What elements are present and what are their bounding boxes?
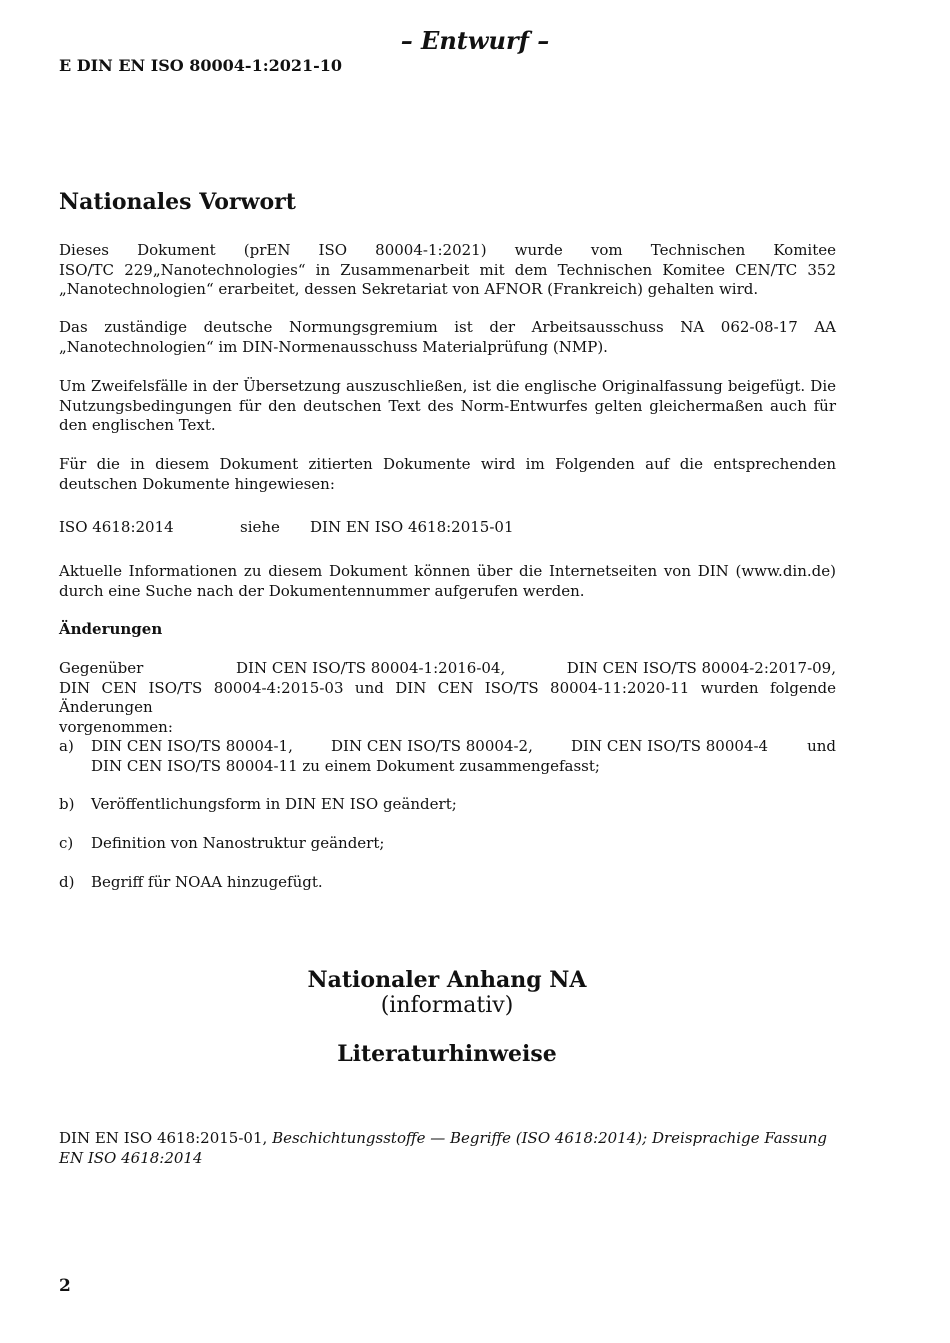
literature-ref-en: EN ISO 4618:2014 <box>59 1149 203 1167</box>
changes-intro-line-1 <box>59 659 836 679</box>
list-text: Definition von Nanostruktur geändert; <box>91 834 385 852</box>
document-id: E DIN EN ISO 80004-1:2021-10 <box>59 56 343 75</box>
reference-din: DIN EN ISO 4618:2015-01 <box>310 518 514 536</box>
list-label: a) <box>59 737 74 755</box>
list-item <box>59 737 836 777</box>
foreword-p1-line-1: Dieses Dokument (prEN ISO 80004-1:2021) wurde vom Technischen Komitee <box>59 241 836 259</box>
foreword-paragraph-3: Um Zweifelsfälle in der Übersetzung auszuschließen, ist die englische Originalfassung beigefügt. Die Nutzungsbedingungen für den deutschen Text des Norm-Entwurfes gelten gleichermaßen auch für den englischen Text. <box>59 377 836 434</box>
changes-title: Änderungen <box>59 620 163 638</box>
foreword-paragraph-5: Aktuelle Informationen zu diesem Dokument können über die Internetseiten von DIN (www.din.de) durch eine Suche nach der Dokumentennummer aufgerufen werden. <box>59 562 836 600</box>
list-label: b) <box>59 795 75 813</box>
draft-label: – Entwurf – <box>400 26 550 55</box>
list-label: d) <box>59 873 75 891</box>
changes-intro-doc-2: DIN CEN ISO/TS 80004-2:2017-09, <box>566 659 836 677</box>
annex-subtitle: (informativ) <box>380 993 514 1018</box>
list-doc-1: DIN CEN ISO/TS 80004-1, <box>91 737 293 755</box>
literature-entry-line-2 <box>59 1148 836 1168</box>
foreword-title: Nationales Vorwort <box>59 189 296 215</box>
annex-title: Nationaler Anhang NA <box>307 967 587 993</box>
literature-entry-line-1 <box>59 1128 836 1148</box>
list-text-line-1 <box>91 737 836 757</box>
literature-title: Literaturhinweise <box>337 1041 557 1067</box>
literature-entry <box>59 1128 836 1168</box>
changes-intro-prefix: Gegenüber <box>59 659 144 677</box>
page-number: 2 <box>59 1276 71 1296</box>
literature-ref: DIN EN ISO 4618:2015-01, <box>59 1129 268 1147</box>
foreword-paragraph-4: Für die in diesem Dokument zitierten Dokumente wird im Folgenden auf die entsprechenden deutschen Dokumente hingewiesen: <box>59 455 836 493</box>
foreword-paragraph-1 <box>59 241 836 300</box>
foreword-p1-line-2: ISO/TC 229„Nanotechnologies“ in Zusammenarbeit mit dem Technischen Komitee CEN/TC 352 <box>59 260 836 279</box>
list-doc-2: DIN CEN ISO/TS 80004-2, <box>331 737 533 755</box>
reference-iso: ISO 4618:2014 <box>59 518 174 536</box>
changes-intro <box>59 659 836 737</box>
list-and: und <box>807 737 836 755</box>
changes-intro-line-2: DIN CEN ISO/TS 80004-4:2015-03 und DIN CEN ISO/TS 80004-11:2020-11 wurden folgende Änderungen <box>59 678 836 716</box>
list-text-line-2: DIN CEN ISO/TS 80004-11 zu einem Dokument zusammengefasst; <box>91 756 600 775</box>
list-text: Veröffentlichungsform in DIN EN ISO geändert; <box>91 795 457 813</box>
list-doc-3: DIN CEN ISO/TS 80004-4 <box>571 737 769 755</box>
reference-see: siehe <box>240 518 280 536</box>
foreword-paragraph-2: Das zuständige deutsche Normungsgremium ist der Arbeitsausschuss NA 062-08-17 AA „Nanotechnologien“ im DIN-Normenausschuss Materialprüfung (NMP). <box>59 318 836 356</box>
changes-intro-line-3: vorgenommen: <box>59 717 173 736</box>
changes-intro-doc-1: DIN CEN ISO/TS 80004-1:2016-04, <box>236 659 506 677</box>
literature-ref-title: Beschichtungsstoffe — Begriffe (ISO 4618:2014); Dreisprachige Fassung <box>272 1129 828 1147</box>
list-label: c) <box>59 834 74 852</box>
foreword-p1-line-3: „Nanotechnologien“ erarbeitet, dessen Sekretariat von AFNOR (Frankreich) gehalten wird. <box>59 280 759 298</box>
list-text: Begriff für NOAA hinzugefügt. <box>91 873 323 891</box>
